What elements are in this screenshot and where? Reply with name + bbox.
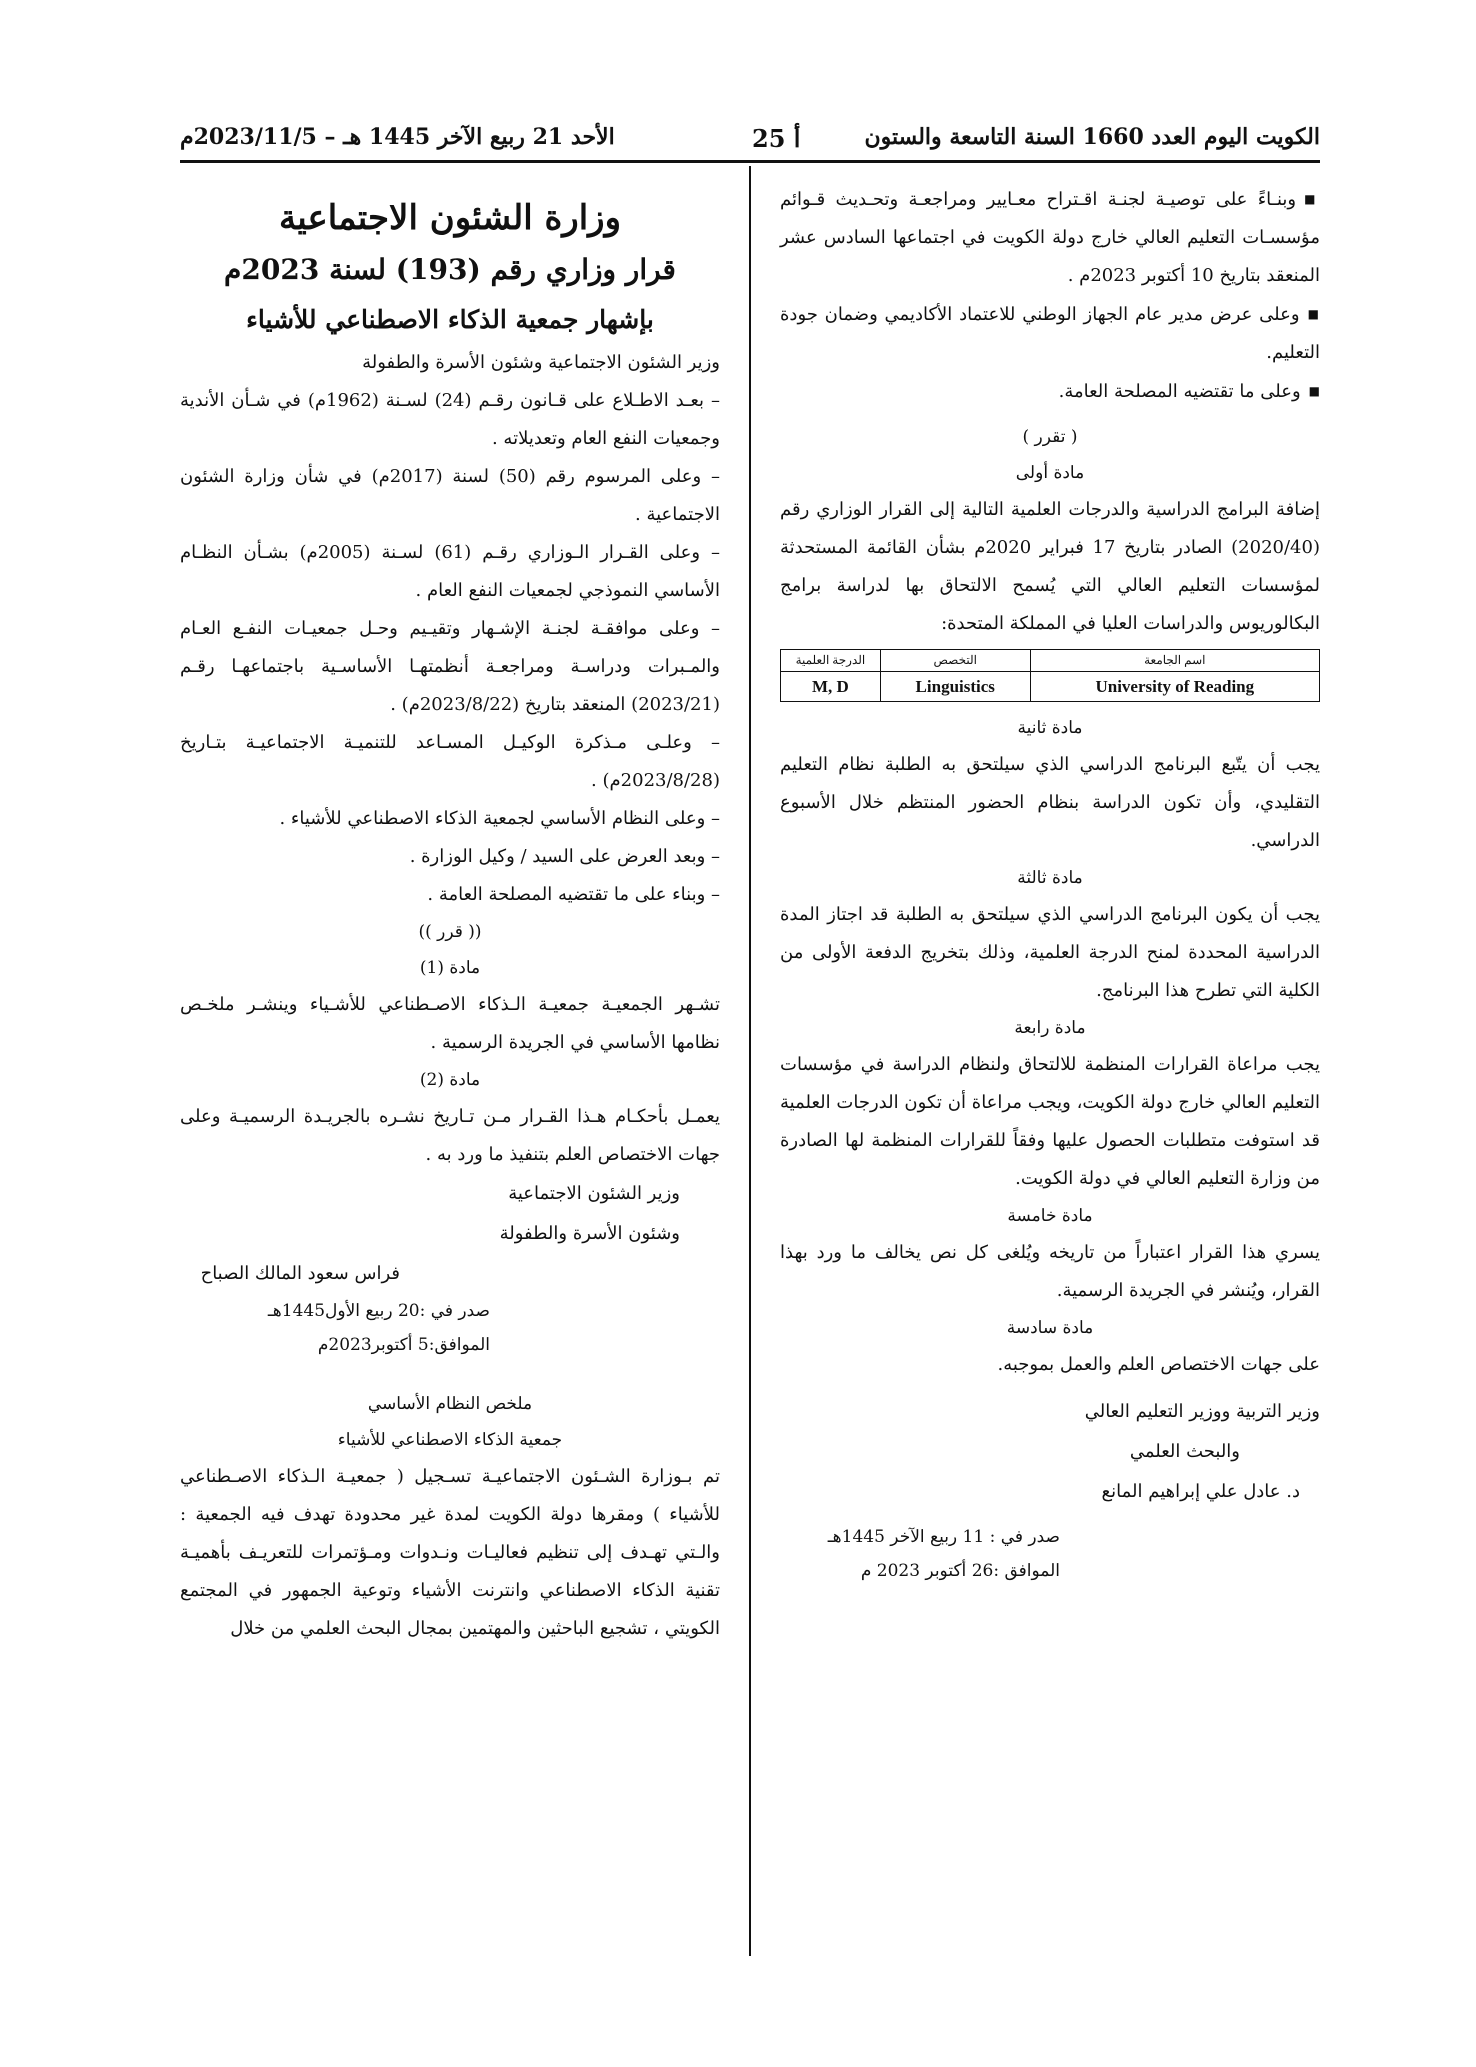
decree-title: قرار وزاري رقم (193) لسنة 2023م <box>224 253 676 286</box>
recital-item: – بعـد الاطـلاع على قـانون رقـم (24) لسـنة (1962م) في شـأن الأندية وجمعيات النفع العام وتعديلاته . <box>180 390 720 449</box>
article-title: مادة ثانية <box>1017 718 1083 738</box>
signatory-title: وزير التربية ووزير التعليم العالي <box>1084 1401 1320 1422</box>
article-title: مادة أولى <box>1015 463 1085 483</box>
table-cell: University of Reading <box>1030 672 1319 702</box>
universities-table <box>780 649 1320 702</box>
recital-item: – وعلى النظام الأساسي لجمعية الذكاء الاصطناعي للأشياء . <box>279 808 720 829</box>
table-row <box>781 672 1320 702</box>
table-header: الدرجة العلمية <box>781 650 881 672</box>
article-text: يسري هذا القرار اعتباراً من تاريخه ويُلغى كل نص يخالف ما ورد بهذا القرار، ويُنشر في الجريدة الرسمية. <box>780 1242 1320 1301</box>
signatory-name: د. عادل علي إبراهيم المانع <box>1101 1481 1300 1502</box>
recital-item: – وعلى القـرار الـوزاري رقـم (61) لسـنة (2005م) بشـأن النظـام الأساسي النموذجي لجمعيات النفع العام . <box>180 542 720 601</box>
article-title: مادة خامسة <box>1007 1206 1093 1226</box>
issue-date: الأحد 21 ربيع الآخر 1445 هـ – 2023/11/5م <box>180 124 615 150</box>
right-column <box>780 180 1320 1588</box>
recital-item: – وبعد العرض على السيد / وكيل الوزارة . <box>409 846 720 867</box>
minister-line: وزير الشئون الاجتماعية وشئون الأسرة والطفولة <box>362 352 720 373</box>
summary-subtitle: جمعية الذكاء الاصطناعي للأشياء <box>337 1430 563 1450</box>
signatory-name: فراس سعود المالك الصباح <box>200 1263 400 1284</box>
issue-date-gregorian: الموافق :26 أكتوبر 2023 م <box>860 1561 1060 1581</box>
column-divider <box>749 166 751 1956</box>
page-header <box>180 124 1320 160</box>
header-rule <box>180 160 1320 163</box>
decision-heading: (( قرر )) <box>418 922 482 942</box>
article-text: يجب أن يتّبع البرنامج الدراسي الذي سيلتحق به الطلبة نظام التعليم التقليدي، وأن تكون الدراسة بنظام الحضور المنتظم خلال الأسبوع الدراسي. <box>780 754 1320 851</box>
article-title: مادة (2) <box>419 1070 481 1090</box>
page-number: أ 25 <box>752 124 801 153</box>
gazette-issue: الكويت اليوم العدد 1660 السنة التاسعة والستون <box>864 124 1320 150</box>
ministry-title: وزارة الشئون الاجتماعية <box>278 198 622 238</box>
table-header-row <box>781 650 1320 672</box>
signatory-title: والبحث العلمي <box>1129 1441 1240 1462</box>
article-title: مادة سادسة <box>1006 1318 1094 1338</box>
article-text: يجب مراعاة القرارات المنظمة للالتحاق ولنظام الدراسة في مؤسسات التعليم العالي خارج دولة الكويت، ويجب مراعاة أن تكون الدرجات العلمية قد استوفت متطلبات الحصول عليها وفقاً للقرارات المنظمة لها الصادرة من وزارة التعليم العالي في دولة الكويت. <box>780 1054 1320 1189</box>
issue-date-hijri: صدر في :20 ربيع الأول1445هـ <box>267 1301 490 1321</box>
article-text: يجب أن يكون البرنامج الدراسي الذي سيلتحق به الطلبة قد اجتاز المدة الدراسية المحددة لمنح الدرجة العلمية، وذلك بتخريج الدفعة الأولى من الكلية التي تطرح هذا البرنامج. <box>780 904 1320 1001</box>
recital-bullet: ■ وبنـاءً على توصيـة لجنـة اقـتراح معـايير ومراجعـة وتحـديث قـوائم مؤسسـات التعليم العالي خارج دولة الكويت في اجتماعها السادس عشر المنعقد بتاريخ 10 أكتوبر 2023م . <box>780 180 1320 295</box>
recital-bullet: ■ وعلى عرض مدير عام الجهاز الوطني للاعتماد الأكاديمي وضمان جودة التعليم. <box>780 295 1320 372</box>
issue-date-hijri: صدر في : 11 ربيع الآخر 1445هـ <box>827 1527 1060 1547</box>
article-text: إضافة البرامج الدراسية والدرجات العلمية التالية إلى القرار الوزاري رقم (2020/40) الصادر بتاريخ 17 فبراير 2020م بشأن القائمة المستحدثة لمؤسسات التعليم العالي التي يُسمح الالتحاق بها لدراسة برامج البكالوريوس والدراسات العليا في المملكة المتحدة: <box>780 499 1320 634</box>
table-cell: M, D <box>781 672 881 702</box>
recital-item: – وعلى موافقـة لجنـة الإشـهار وتقيـيم وحـل جمعيـات النفـع العـام والمـبرات ودراسـة ومراجعـة أنظمتهـا الأساسـية باجتماعهـا رقـم (2023/21) المنعقد بتاريخ (2023/8/22م) . <box>180 618 720 715</box>
article-title: مادة (1) <box>419 958 481 978</box>
recital-item: – وعلى المرسوم رقم (50) لسنة (2017م) في شأن وزارة الشئون الاجتماعية . <box>180 466 720 525</box>
summary-text: تم بـوزارة الشـئون الاجتماعيـة تسـجيل ( جمعيـة الـذكاء الاصـطناعي للأشياء ) ومقرها دولة الكويت لمدة غير محدودة تهدف فيه الجمعية : والـتي تهـدف إلى تنظيم فعاليـات ونـدوات ومـؤتمرات للتعريـف بأهميـة تقنية الذكاء الاصطناعي وانترنت الأشياء وتوعية الجمهور في المجتمع الكويتي ، تشجيع الباحثين والمهتمين بمجال البحث العلمي من خلال <box>180 1466 720 1639</box>
signatory-title: وشئون الأسرة والطفولة <box>499 1223 680 1244</box>
article-text: على جهات الاختصاص العلم والعمل بموجبه. <box>997 1354 1320 1375</box>
article-title: مادة ثالثة <box>1017 868 1083 888</box>
signatory-title: وزير الشئون الاجتماعية <box>508 1183 680 1204</box>
recital-item: – وعلـى مـذكرة الوكيـل المسـاعد للتنميـة الاجتماعيـة بتـاريخ (2023/8/28م) . <box>180 732 720 791</box>
table-cell: Linguistics <box>880 672 1030 702</box>
recital-bullet: ■ وعلى ما تقتضيه المصلحة العامة. <box>780 372 1320 411</box>
left-column <box>180 192 720 1648</box>
article-text: تشـهر الجمعيـة جمعيـة الـذكاء الاصـطناعي للأشـياء وينشـر ملخـص نظامها الأساسي في الجريدة الرسمية . <box>180 994 720 1053</box>
decision-heading: ( تقرر ) <box>1022 427 1078 447</box>
table-header: اسم الجامعة <box>1030 650 1319 672</box>
table-header: التخصص <box>880 650 1030 672</box>
decree-subject: بإشهار جمعية الذكاء الاصطناعي للأشياء <box>246 305 654 334</box>
recital-item: – وبناء على ما تقتضيه المصلحة العامة . <box>427 884 720 905</box>
summary-title: ملخص النظام الأساسي <box>367 1394 533 1414</box>
article-text: يعمـل بأحكـام هـذا القـرار مـن تـاريخ نشـره بالجريـدة الرسميـة وعلى جهات الاختصاص العلم بتنفيذ ما ورد به . <box>180 1106 720 1165</box>
issue-date-gregorian: الموافق:5 أكتوبر2023م <box>317 1335 490 1355</box>
article-title: مادة رابعة <box>1014 1018 1086 1038</box>
